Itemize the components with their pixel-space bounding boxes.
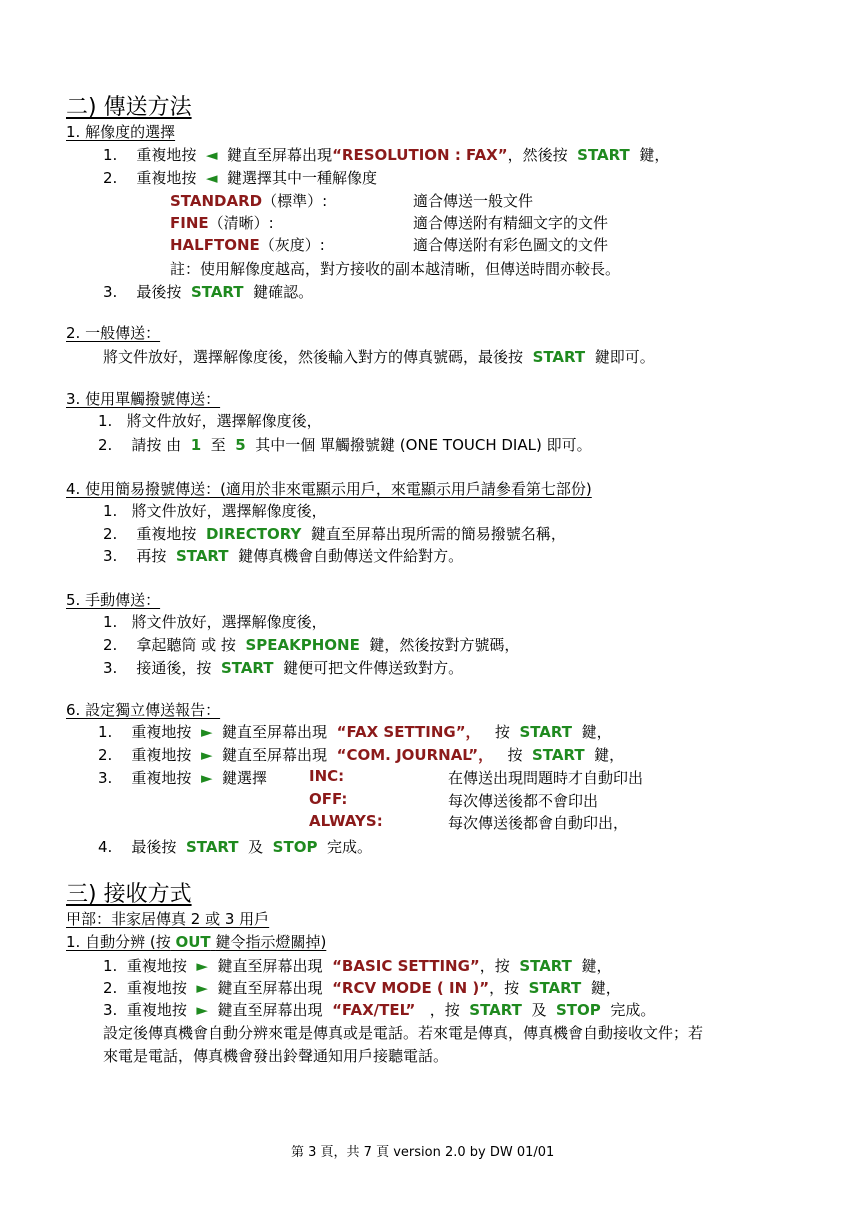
auto-step-1: 1. 重複地按 ► 鍵直至屏幕出現 “BASIC SETTING”，按 START 鍵，: [103, 957, 612, 975]
option-inc-desc: 在傳送出現問題時才自動印出: [448, 769, 644, 787]
heading-resolution: 1. 解像度的選擇: [66, 123, 176, 141]
heading-manual-send: 5. 手動傳送：: [66, 591, 161, 609]
report-step-2: 2. 重複地按 ► 鍵直至屏幕出現 “COM. JOURNAL”， 按 START 鍵，: [98, 746, 625, 764]
resolution-halftone: HALFTONE（灰度）:: [170, 236, 325, 254]
manual-step-1: 1. 將文件放好，選擇解像度後，: [103, 613, 327, 631]
resolution-fine: FINE（清晰）:: [170, 214, 274, 232]
auto-step-3: 3. 重複地按 ► 鍵直至屏幕出現 “FAX/TEL” ，按 START 及 STOP 完成。: [103, 1001, 656, 1019]
right-arrow-icon: ►: [196, 957, 208, 975]
section-title-receive: 三) 接收方式: [66, 882, 192, 907]
left-arrow-icon: ◄: [205, 169, 218, 187]
auto-step-2: 2. 重複地按 ► 鍵直至屏幕出現 “RCV MODE ( IN )”，按 START 鍵，: [103, 979, 621, 997]
one-touch-step-1: 1. 將文件放好，選擇解像度後，: [98, 412, 322, 430]
option-off-desc: 每次傳送後都不會印出: [448, 792, 599, 810]
auto-description-line-1: 設定後傳真機會自動分辨來電是傳真或是電話。若來電是傳真，傳真機會自動接收文件；若: [103, 1024, 704, 1042]
manual-step-3: 3. 接通後，按 START 鍵便可把文件傳送致對方。: [103, 659, 464, 677]
one-touch-step-2: 2. 請按 由 1 至 5 其中一個 單觸撥號鍵 (ONE TOUCH DIAL) 即可。: [98, 436, 592, 454]
option-off: OFF:: [309, 790, 348, 808]
resolution-fine-desc: 適合傳送附有精細文字的文件: [413, 214, 609, 232]
speed-dial-step-2: 2. 重複地按 DIRECTORY 鍵直至屏幕出現所需的簡易撥號名稱，: [103, 525, 566, 543]
heading-speed-dial: 4. 使用簡易撥號傳送：(適用於非來電顯示用戶，來電顯示用戶請參看第七部份): [66, 480, 592, 498]
section-title-transmit: 二) 傳送方法: [66, 95, 192, 120]
heading-one-touch: 3. 使用單觸撥號傳送：: [66, 390, 221, 408]
resolution-standard-desc: 適合傳送一般文件: [413, 192, 534, 210]
manual-step-2: 2. 拿起聽筒 或 按 SPEAKPHONE 鍵，然後按對方號碼，: [103, 636, 520, 654]
right-arrow-icon: ►: [200, 723, 213, 741]
subheading-part-a: 甲部：非家居傳真 2 或 3 用戶: [66, 910, 270, 928]
page-footer: 第 3 頁，共 7 頁 version 2.0 by DW 01/01: [291, 1145, 555, 1160]
normal-send-text: 將文件放好，選擇解像度後，然後輸入對方的傳真號碼，最後按 START 鍵即可。: [103, 348, 655, 366]
heading-auto-detect: 1. 自動分辨 (按 OUT 鍵令指示燈關掉): [66, 933, 327, 951]
right-arrow-icon: ►: [200, 769, 213, 787]
option-always-desc: 每次傳送後都會自動印出，: [448, 814, 629, 832]
step-1-resolution: 1. 重複地按 ◄ 鍵直至屏幕出現“RESOLUTION : FAX”，然後按 START 鍵，: [103, 146, 670, 164]
right-arrow-icon: ►: [196, 1001, 208, 1019]
resolution-standard: STANDARD（標準）:: [170, 192, 328, 210]
right-arrow-icon: ►: [200, 746, 213, 764]
speed-dial-step-1: 1. 將文件放好，選擇解像度後，: [103, 502, 327, 520]
heading-report: 6. 設定獨立傳送報告：: [66, 701, 221, 719]
heading-normal-send: 2. 一般傳送：: [66, 324, 161, 342]
report-step-4: 4. 最後按 START 及 STOP 完成。: [98, 838, 372, 856]
right-arrow-icon: ►: [196, 979, 208, 997]
resolution-halftone-desc: 適合傳送附有彩色圖文的文件: [413, 236, 609, 254]
auto-description-line-2: 來電是電話，傳真機會發出鈴聲通知用戶接聽電話。: [103, 1047, 449, 1065]
step-2-resolution: 2. 重複地按 ◄ 鍵選擇其中一種解像度: [103, 169, 378, 187]
speed-dial-step-3: 3. 再按 START 鍵傳真機會自動傳送文件給對方。: [103, 547, 464, 565]
left-arrow-icon: ◄: [205, 146, 218, 164]
report-step-1: 1. 重複地按 ► 鍵直至屏幕出現 “FAX SETTING”， 按 START 鍵，: [98, 723, 612, 741]
option-inc: INC:: [309, 767, 345, 785]
report-step-3: 3. 重複地按 ► 鍵選擇: [98, 769, 268, 787]
option-always: ALWAYS:: [309, 812, 383, 830]
step-3-resolution: 3. 最後按 START 鍵確認。: [103, 283, 314, 301]
resolution-note: 註：使用解像度越高，對方接收的副本越清晰，但傳送時間亦較長。: [170, 260, 621, 278]
